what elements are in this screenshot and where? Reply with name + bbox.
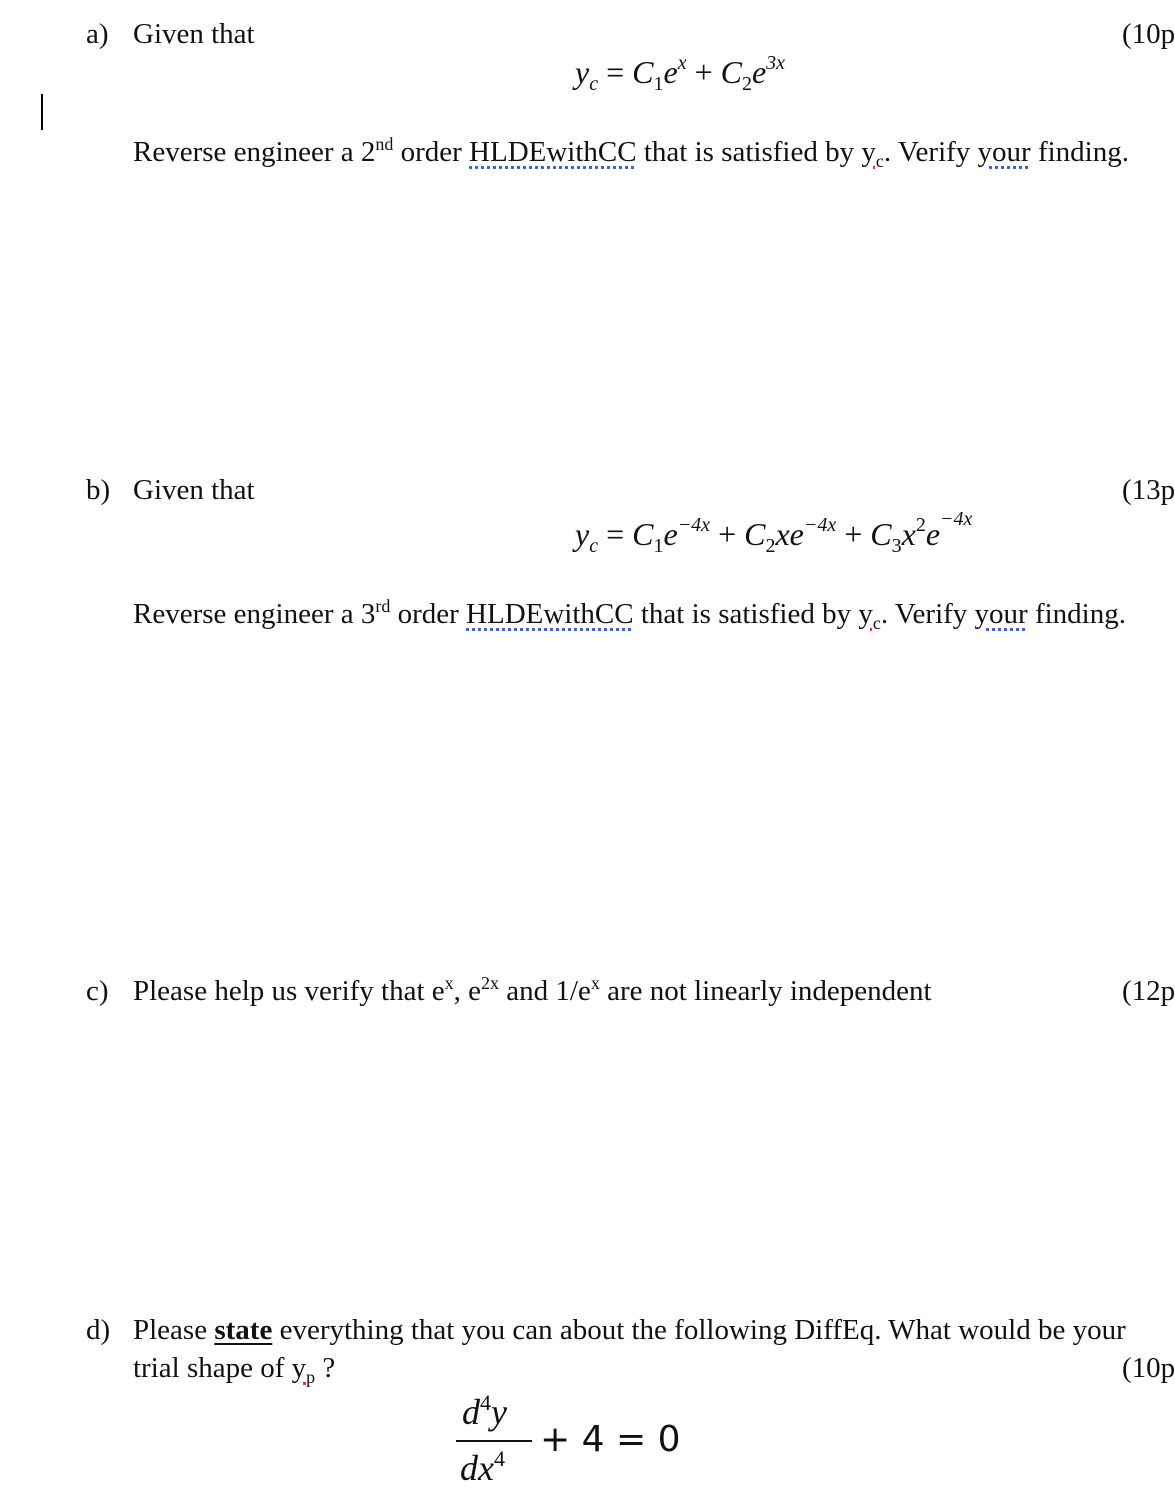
part-c-text: Please help us verify that $e^x$, $e^{2x}$ and $1/e^x$ are not linearly independent — [133, 973, 932, 1007]
fraction-numerator: $d^4y$ — [462, 1390, 507, 1432]
part-d-text-line1: Please state everything that you can about the following DiffEq. What would be your — [133, 1314, 1126, 1346]
part-c-points: (12p — [1122, 975, 1175, 1007]
part-a-label: a) — [86, 18, 109, 50]
part-a-given: Given that — [133, 18, 255, 50]
part-b-given: Given that — [133, 474, 255, 506]
equation-rest: + 4 = 0 — [540, 1419, 681, 1460]
fraction-denominator: $dx^4$ — [460, 1446, 505, 1488]
text-cursor — [41, 94, 43, 130]
part-b-label: b) — [86, 474, 111, 506]
part-d-label: d) — [86, 1314, 111, 1346]
part-a-points: (10p — [1122, 18, 1175, 50]
state-keyword: state — [214, 1314, 273, 1346]
part-b-points: (13p — [1122, 474, 1175, 506]
part-a-equation: $y_c = C_1e^x + C_2e^{3x}$ — [575, 52, 786, 95]
fraction-bar — [456, 1440, 532, 1442]
part-d-points: (10p — [1122, 1352, 1175, 1384]
part-c-label: c) — [86, 975, 109, 1007]
part-a-prompt: Reverse engineer a 2nd order HLDEwithCC that is satisfied by $y_c$. Verify your finding. — [133, 134, 1129, 171]
part-b-prompt: Reverse engineer a 3rd order HLDEwithCC that is satisfied by $y_c$. Verify your finding. — [133, 596, 1126, 633]
part-d-text-line2: trial shape of $y_p$ ? — [133, 1352, 336, 1387]
part-b-equation: $y_c = C_1e^{-4x} + C_2xe^{-4x} + C_3x^2e^{-4x}$ — [575, 508, 973, 557]
